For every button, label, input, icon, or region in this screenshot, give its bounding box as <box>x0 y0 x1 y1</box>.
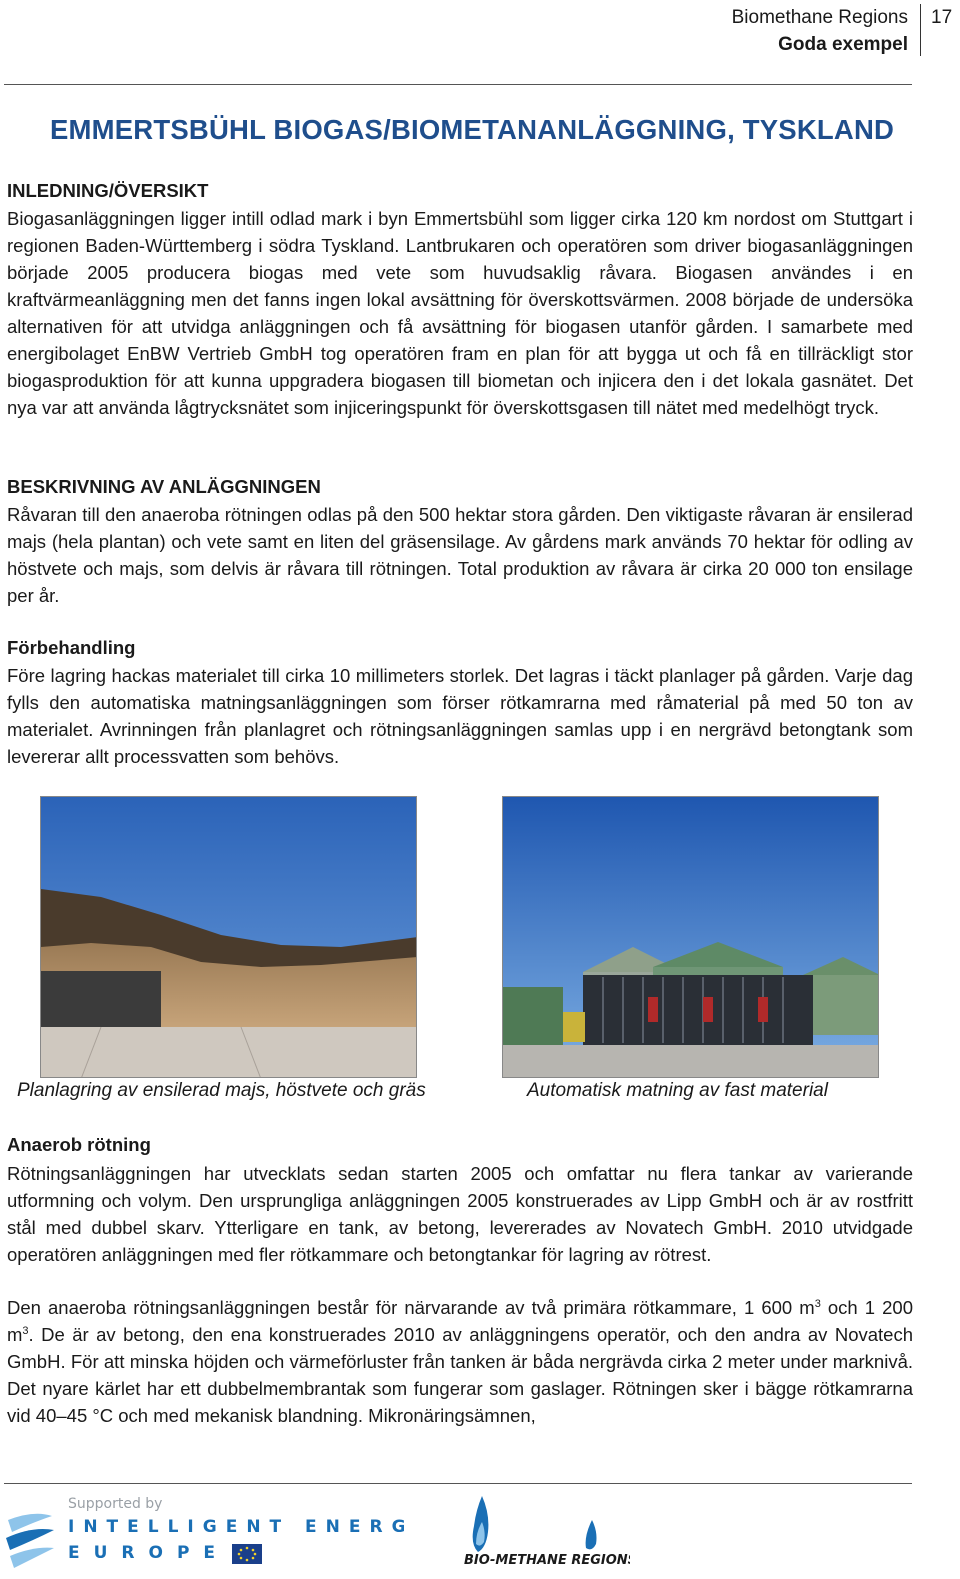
iee-logo-graphic <box>4 1492 404 1572</box>
biomethane-logo-graphic <box>460 1492 630 1572</box>
intro-paragraph: Biogasanläggningen ligger intill odlad mark i byn Emmertsbühl som ligger cirka 120 km nordost om Stuttgart i regionen Baden-Württemberg i södra Tyskland. Lantbrukaren och operatören som driver biogasanläggningen började 2005 producera biogas med vete som huvudsaklig råvara. Biogasen användes i en kraftvärmeanläggning men det fanns ingen lokal avsättning för överskottsvärmen. 2008 började de undersöka alternativen för att utvidga anläggningen och få avsättning för biogasen utanför gården. I samarbete med energibolaget EnBW Vertrieb GmbH tog operatören fram en plan för att bygga ut och få en tillräckligt stor biogasproduktion för att kunna uppgradera biogasen till biometan och injicera den i det lokala gasnätet. Det nya var att använda lågtrycksnätet som injiceringspunkt för överskottsgasen till nätet med medelhögt tryck. <box>7 208 913 418</box>
anaerobic-paragraph-1: Rötningsanläggningen har utvecklats sedan starten 2005 och omfattar nu flera tankar av varierande utformning och volym. Den ursprungliga anläggningen 2005 konstruerades av Lipp GmbH och är av rostfritt stål med dubbel skarv. Ytterligare en tank, av betong, levererades av Novatech GmbH. 2010 utvidgade operatören anläggningen med fler rötkammare och betongtankar för lagring av rötrest. <box>7 1163 913 1265</box>
biomethane-regions-logo-text: BIO-METHANE REGIONS <box>464 1553 630 1568</box>
description-paragraph: Råvaran till den anaeroba rötningen odlas på den 500 hektar stora gården. Den viktigaste råvaran är ensilerad majs (hela plantan) och vete samt en liten del gräsensilage. Av gårdens mark används 70 hektar för odling av höstvete och majs, som delvis är råvara till rötningen. Total produktion av råvara är cirka 20 000 ton ensilage per år. <box>7 504 913 606</box>
header-subtitle: Goda exempel <box>778 34 908 55</box>
anaerobic-heading: Anaerob rötning <box>7 1134 151 1155</box>
footer-rule <box>4 1483 912 1484</box>
small-flame-icon <box>586 1520 597 1549</box>
pretreatment-paragraph: Före lagring hackas materialet till cirka 10 millimeters storlek. Det lagras i täckt planlager på gården. Varje dag fylls den automatiska matningsanläggningen som förser rötkamrarna med råmaterial på med 50 ton av materialet. Avrinningen från planlagret och rötningsanläggningen samlas upp i en nergrävd betongtank som levererar allt processvatten som behövs. <box>7 665 913 767</box>
anaerobic-paragraph-2 <box>7 1294 913 1429</box>
silage-storage-image <box>41 797 417 1078</box>
page-number: 17 <box>920 4 960 56</box>
intro-heading: INLEDNING/ÖVERSIKT <box>7 180 209 201</box>
superscript-3: 3 <box>814 1297 821 1310</box>
biomethane-regions-logo <box>460 1492 630 1572</box>
header-title: Biomethane Regions <box>731 7 908 28</box>
iee-line2: EUROPE <box>68 1543 230 1563</box>
description-heading: BESKRIVNING AV ANLÄGGNINGEN <box>7 476 321 497</box>
anaerobic-text-b: och 1 200 m <box>7 1297 913 1345</box>
photo-caption-right: Automatisk matning av fast material <box>527 1080 828 1101</box>
iee-line1: INTELLIGENT ENERGY <box>68 1517 404 1537</box>
anaerobic-text-a: Den anaeroba rötningsanläggningen består för närvarande av två primära rötkammare, 1 600 m <box>7 1297 815 1318</box>
intelligent-energy-europe-logo <box>4 1492 404 1572</box>
feeder-image <box>503 797 879 1078</box>
photo-caption-left: Planlagring av ensilerad majs, höstvete och gräs <box>17 1080 426 1101</box>
supported-by-label: Supported by <box>68 1496 163 1512</box>
running-header <box>732 4 908 58</box>
anaerobic-text-c: . De är av betong, den ena konstruerades 2010 av anläggningens operatör, och den andra av Novatech GmbH. För att minska höjden och värmeförluster från tanken är båda nergrävda cirka 2 meter under marknivå. Det nyare kärlet har ett dubbelmembrantak som fungerar som gaslager. Rötningen sker i bägge rötkamrarna vid 40–45 °C och med mekanisk blandning. Mikronäringsämnen, <box>7 1324 913 1426</box>
pretreatment-heading: Förbehandling <box>7 637 136 658</box>
silage-storage-photo <box>40 796 417 1078</box>
superscript-3: 3 <box>22 1324 29 1337</box>
page-title: EMMERTSBÜHL BIOGAS/BIOMETANANLÄGGNING, TYSKLAND <box>50 114 895 145</box>
header-rule <box>4 84 912 85</box>
feeder-photo <box>502 796 879 1078</box>
